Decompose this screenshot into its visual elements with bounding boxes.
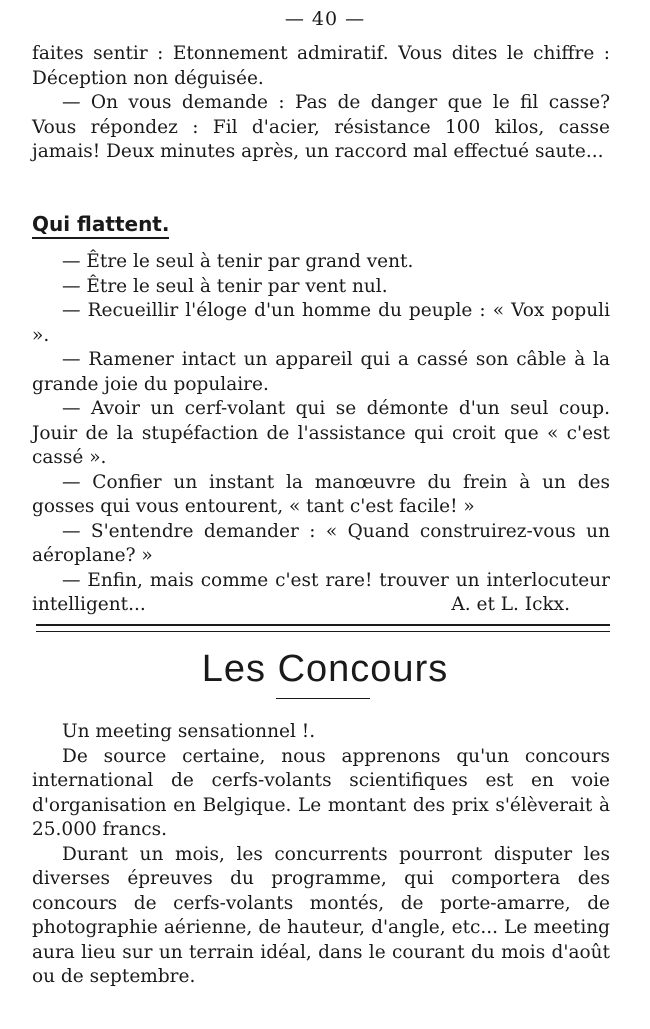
flattering-list	[32, 250, 610, 618]
list-item: — Recueillir l'éloge d'un homme du peuple : « Vox populi ».	[32, 300, 610, 346]
section-divider	[36, 624, 610, 632]
list-item: — Avoir un cerf-volant qui se démonte d'un seul coup. Jouir de la stupéfaction de l'assistance qui croit que « c'est cassé ».	[32, 398, 610, 468]
section-heading: Qui flattent.	[32, 212, 169, 239]
page-number: — 40 —	[284, 8, 366, 30]
author-signature: A. et L. Ickx.	[451, 594, 570, 615]
list-item-text: — Enfin, mais comme c'est rare! trouver un interlocuteur intelligent...	[32, 569, 610, 615]
list-item: — Être le seul à tenir par grand vent.	[62, 251, 414, 272]
article-title: Les Concours	[201, 648, 449, 690]
list-item: — S'entendre demander : « Quand construirez-vous un aéroplane? »	[32, 520, 610, 566]
intro-paragraph: faites sentir : Etonnement admiratif. Vous dites le chiffre : Déception non déguisée.	[32, 43, 610, 89]
title-underline	[276, 698, 370, 699]
list-item: — Confier un instant la manœuvre du frein à un des gosses qui vous entourent, « tant c'est facile! »	[32, 471, 610, 517]
article-paragraph: Durant un mois, les concurrents pourront disputer les diverses épreuves du programme, qui comportera des concours de cerfs-volants montés, de porte-amarre, de photographie aérienne, de hauteur, d'angle, etc... Le meeting aura lieu sur un terrain idéal, dans le courant du mois d'août ou de septembre.	[32, 843, 610, 987]
list-item: — Être le seul à tenir par vent nul.	[62, 275, 388, 297]
intro-text	[32, 42, 610, 165]
article-paragraph: Un meeting sensationnel !.	[62, 721, 316, 742]
article-paragraph: De source certaine, nous apprenons qu'un concours international de cerfs-volants scientifiques est en voie d'organisation en Belgique. Le montant des prix s'élèverait à 25.000 francs.	[32, 745, 610, 840]
article-body	[32, 720, 610, 990]
list-item	[32, 569, 610, 618]
list-item: — Ramener intact un appareil qui a cassé son câble à la grande joie du populaire.	[32, 349, 610, 395]
intro-paragraph: — On vous demande : Pas de danger que le fil casse? Vous répondez : Fil d'acier, résistance 100 kilos, casse jamais! Deux minutes après, un raccord mal effectué saute...	[32, 92, 610, 162]
